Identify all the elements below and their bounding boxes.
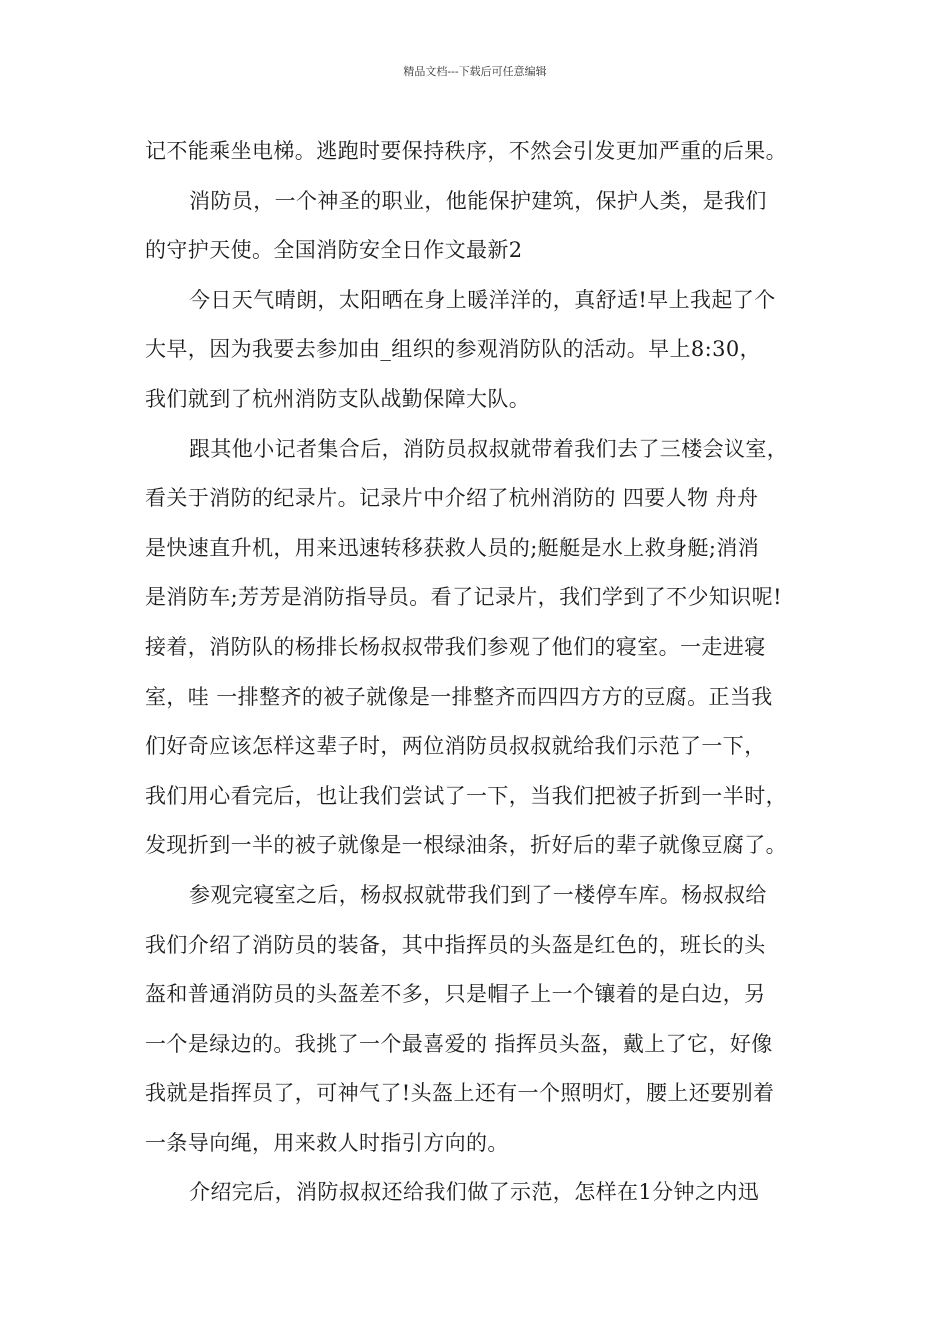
page-header: 精品文档---下载后可任意编辑 [403,65,547,78]
text-line: 我就是指挥员了，可神气了!头盔上还有一个照明灯，腰上还要别着 [145,1081,775,1106]
text-line: 看关于消防的纪录片。记录片中介绍了杭州消防的 四要人物 舟舟 [145,486,759,511]
text-line: 今日天气晴朗，太阳晒在身上暖洋洋的，真舒适!早上我起了个 [189,287,776,312]
text-line: 盔和普通消防员的头盔差不多，只是帽子上一个镶着的是白边，另 [145,982,766,1007]
text-line: 一条导向绳，用来救人时指引方向的。 [145,1130,509,1155]
text-line: 一个是绿边的。我挑了一个最喜爱的 指挥员头盔，戴上了它，好像 [145,1031,773,1056]
text-line: 室，哇 一排整齐的被子就像是一排整齐而四四方方的豆腐。正当我 [145,684,773,709]
text-line: 的守护天使。全国消防安全日作文最新2 [145,238,523,263]
text-line: 接着，消防队的杨排长杨叔叔带我们参观了他们的寝室。一走进寝 [145,634,766,659]
text-line: 是快速直升机，用来迅速转移获救人员的;艇艇是水上救身艇;消消 [145,535,760,560]
text-line: 大早，因为我要去参加由_组织的参观消防队的活动。早上8:30， [145,337,762,362]
text-line: 介绍完后，消防叔叔还给我们做了示范，怎样在1分钟之内迅 [189,1180,760,1205]
text-line: 是消防车;芳芳是消防指导员。看了记录片，我们学到了不少知识呢! [145,585,782,610]
text-line: 我们就到了杭州消防支队战勤保障大队。 [145,386,531,411]
text-line: 我们用心看完后，也让我们尝试了一下，当我们把被子折到一半时， [145,783,787,808]
text-line: 消防员，一个神圣的职业，他能保护建筑，保护人类，是我们 [189,188,767,213]
text-line: 们好奇应该怎样这辈子时，两位消防员叔叔就给我们示范了一下， [145,734,766,759]
text-line: 记不能乘坐电梯。逃跑时要保持秩序，不然会引发更加严重的后果。 [145,139,787,163]
text-line: 我们介绍了消防员的装备，其中指挥员的头盔是红色的，班长的头 [145,932,766,957]
text-line: 参观完寝室之后，杨叔叔就带我们到了一楼停车库。杨叔叔给 [189,882,767,907]
text-line: 跟其他小记者集合后，消防员叔叔就带着我们去了三楼会议室， [189,436,789,461]
document-body [145,127,835,1218]
text-line: 发现折到一半的被子就像是一根绿油条，折好后的辈子就像豆腐了。 [145,833,787,858]
